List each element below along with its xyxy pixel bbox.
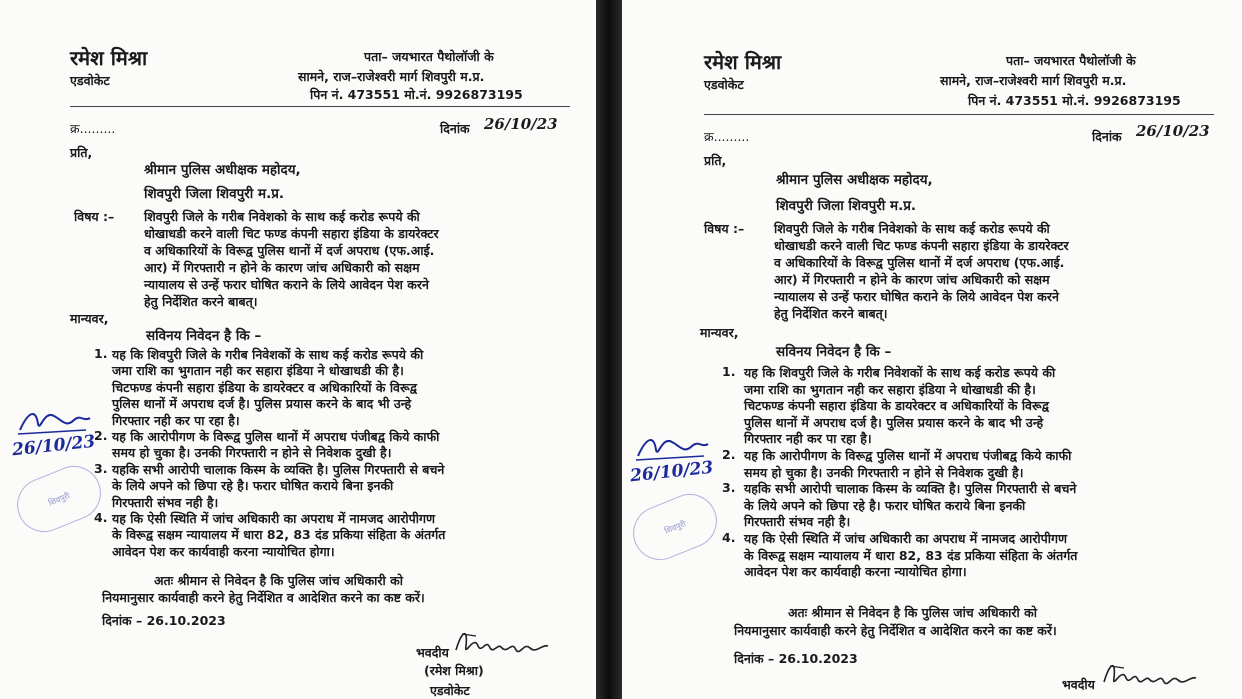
point-number: 1. — [722, 364, 736, 379]
sender-name: रमेश मिश्रा — [70, 46, 148, 70]
sender-name: रमेश मिश्रा — [704, 50, 782, 74]
letter-copy-left — [0, 0, 596, 699]
to-label: प्रति, — [70, 145, 93, 160]
receipt-date: 26/10/23 — [11, 431, 97, 461]
subject-line: आर) में गिरफ्तारी न होने के कारण जांच अधिकारी को सक्षम — [774, 272, 1050, 287]
point-line: यह कि आरोपीगण के विरूद्व पुलिस थानों में अपराध पंजीबद्व किये काफी — [744, 448, 1072, 463]
address-line-3: पिन नं. 473551 मो.नं. 9926873195 — [968, 93, 1181, 108]
salutation: मान्यवर, — [700, 325, 739, 340]
subject-line: आर) में गिरफ्तारी न होने के कारण जांच अधिकारी को सक्षम — [144, 260, 420, 275]
point-line: के विरूद्व सक्षम न्यायालय में धारा 82, 83 दंड प्रकिया संहिता के अंतर्गत — [112, 527, 446, 543]
point-line: यहकि सभी आरोपी चालाक किस्म के व्यक्ति है। पुलिस गिरफ्तारी से बचने — [112, 461, 445, 477]
point-number: 1. — [94, 346, 108, 361]
signer-designation: एडवोकेट — [430, 683, 470, 698]
point-line: यह कि शिवपुरी जिले के गरीब निवेशकों के साथ कई करोड रूपये की — [744, 365, 1056, 380]
date-line: दिनांक – 26.10.2023 — [734, 651, 858, 666]
header-rule — [70, 106, 570, 107]
point-number: 4. — [94, 510, 108, 525]
point-line: आवेदन पेश कर कार्यवाही करना न्यायोचित होगा। — [112, 543, 335, 559]
point-line: गिरफ्तार नही कर पा रहा है। — [112, 412, 240, 428]
date-label: दिनांक — [1092, 129, 1122, 144]
subject-line: धोखाधडी करने वाली चिट फण्ड कंपनी सहारा इंडिया के डायरेक्टर — [774, 238, 1069, 253]
point-line: यहकि सभी आरोपी चालाक किस्म के व्यक्ति है। पुलिस गिरफ्तारी से बचने — [744, 481, 1077, 497]
ref-number: क्र......... — [70, 121, 116, 136]
address-line-2: सामने, राज–राजेश्वरी मार्ग शिवपुरी म.प्र. — [298, 69, 485, 84]
bhavdiya: भवदीय — [416, 645, 449, 660]
point-number: 4. — [722, 530, 736, 545]
receipt-stamp: शिवपुरी — [625, 486, 725, 568]
subject-line: शिवपुरी जिले के गरीब निवेशको के साथ कई करोड रूपये की — [774, 221, 1050, 236]
closing-line: अतः श्रीमान से निवेदन है कि पुलिस जांच अधिकारी को — [788, 605, 1037, 620]
point-line: के विरूद्व सक्षम न्यायालय में धारा 82, 83 दंड प्रकिया संहिता के अंतर्गत — [744, 547, 1078, 563]
sender-designation: एडवोकेट — [70, 73, 110, 88]
subject-label: विषय :– — [704, 221, 745, 236]
salutation: मान्यवर, — [70, 311, 109, 326]
ref-number: क्र......... — [704, 129, 750, 144]
closing-line: नियमानुसार कार्यवाही करने हेतु निर्देशित व आदेशित करने का कष्ट करें। — [734, 623, 1057, 638]
subject-line: हेतु निर्देशित करने बाबत्। — [774, 306, 888, 321]
closing-line: नियमानुसार कार्यवाही करने हेतु निर्देशित व आदेशित करने का कष्ट करें। — [102, 590, 425, 605]
handwritten-date: 26/10/23 — [1136, 122, 1210, 140]
point-line: गिरफ्तारी संभव नही है। — [744, 514, 851, 530]
point-line: गिरफ्तार नही कर पा रहा है। — [744, 431, 872, 447]
point-line: के लिये अपने को छिपा रहे है। फरार घोषित कराये बिना इनकी — [112, 478, 394, 494]
to-label: प्रति, — [704, 153, 727, 168]
point-line: समय हो चुका है। उनकी गिरफ्तारी न होने से निवेशक दुखी है। — [744, 464, 1024, 480]
point-line: जमा राशि का भुगतान नही कर सहारा इंडिया ने धोखाधडी की है। — [744, 381, 1036, 397]
sender-designation: एडवोकेट — [704, 77, 744, 92]
handwritten-date: 26/10/23 — [484, 115, 558, 133]
subject-line: व अधिकारियों के विरूद्व पुलिस थानों में दर्ज अपराध (एफ.आई. — [774, 255, 1065, 270]
subject-line: न्यायालय से उन्हें फरार घोषित कराने के लिये आवेदन पेश करने — [774, 289, 1059, 304]
recipient-line-1: श्रीमान पुलिस अधीक्षक महोदय, — [776, 172, 933, 188]
point-line: यह कि ऐसी स्थिति में जांच अधिकारी का अपराध में नामजद आरोपीगण — [112, 511, 436, 526]
point-number: 3. — [722, 480, 736, 496]
point-number: 2. — [94, 428, 108, 443]
point-line: के लिये अपने को छिपा रहे है। फरार घोषित कराये बिना इनकी — [744, 497, 1026, 513]
address-line-1: पता– जयभारत पैथोलॉजी के — [1006, 53, 1136, 68]
recipient-line-2: शिवपुरी जिला शिवपुरी म.प्र. — [144, 186, 285, 202]
bhavdiya: भवदीय — [1062, 677, 1095, 692]
point-line: समय हो चुका है। उनकी गिरफ्तारी न होने से निवेशक दुखी है। — [112, 445, 392, 461]
signature — [452, 624, 552, 662]
receipt-stamp: शिवपुरी — [9, 458, 109, 540]
point-line: यह कि ऐसी स्थिति में जांच अधिकारी का अपराध में नामजद आरोपीगण — [744, 531, 1068, 546]
header-rule — [704, 114, 1214, 115]
closing-line: अतः श्रीमान से निवेदन है कि पुलिस जांच अधिकारी को — [154, 573, 403, 588]
date-label: दिनांक — [440, 121, 470, 136]
intro-line: सविनय निवेदन है कि – — [146, 328, 262, 344]
point-line: जमा राशि का भुगतान नही कर सहारा इंडिया ने धोखाधडी की है। — [112, 363, 404, 379]
address-line-1: पता– जयभारत पैथोलॉजी के — [364, 49, 494, 64]
subject-line: व अधिकारियों के विरूद्व पुलिस थानों में दर्ज अपराध (एफ.आई. — [144, 243, 435, 258]
point-line: पुलिस थानों में अपराध दर्ज है। पुलिस प्रयास करने के बाद भी उन्हे — [744, 414, 1044, 430]
point-line: यह कि शिवपुरी जिले के गरीब निवेशकों के साथ कई करोड रूपये की — [112, 347, 424, 362]
subject-line: न्यायालय से उन्हें फरार घोषित कराने के लिये आवेदन पेश करने — [144, 277, 429, 292]
date-line: दिनांक – 26.10.2023 — [102, 613, 226, 628]
page-separator — [596, 0, 622, 699]
point-number: 2. — [722, 447, 736, 462]
letter-copy-right — [622, 0, 1242, 699]
signature — [1100, 656, 1200, 694]
address-line-2: सामने, राज–राजेश्वरी मार्ग शिवपुरी म.प्र. — [940, 73, 1127, 88]
subject-line: धोखाधडी करने वाली चिट फण्ड कंपनी सहारा इंडिया के डायरेक्टर — [144, 226, 439, 241]
point-line: पुलिस थानों में अपराध दर्ज है। पुलिस प्रयास करने के बाद भी उन्हे — [112, 396, 412, 412]
intro-line: सविनय निवेदन है कि – — [776, 344, 892, 360]
subject-line: शिवपुरी जिले के गरीब निवेशको के साथ कई करोड रूपये की — [144, 209, 420, 224]
point-line: यह कि आरोपीगण के विरूद्व पुलिस थानों में अपराध पंजीबद्व किये काफी — [112, 429, 440, 444]
subject-label: विषय :– — [74, 209, 115, 224]
point-line: आवेदन पेश कर कार्यवाही करना न्यायोचित होगा। — [744, 564, 967, 580]
subject-line: हेतु निर्देशित करने बाबत्। — [144, 294, 258, 309]
signer-name: (रमेश मिश्रा) — [424, 663, 484, 678]
receipt-date: 26/10/23 — [629, 457, 715, 487]
recipient-line-1: श्रीमान पुलिस अधीक्षक महोदय, — [144, 162, 301, 178]
recipient-line-2: शिवपुरी जिला शिवपुरी म.प्र. — [776, 198, 917, 214]
point-line: गिरफ्तारी संभव नही है। — [112, 494, 219, 510]
point-line: चिटफण्ड कंपनी सहारा इंडिया के डायरेक्टर व अधिकारियों के विरूद्व — [744, 398, 1049, 414]
address-line-3: पिन नं. 473551 मो.नं. 9926873195 — [310, 87, 523, 102]
point-number: 3. — [94, 460, 108, 476]
point-line: चिटफण्ड कंपनी सहारा इंडिया के डायरेक्टर व अधिकारियों के विरूद्व — [112, 379, 417, 395]
